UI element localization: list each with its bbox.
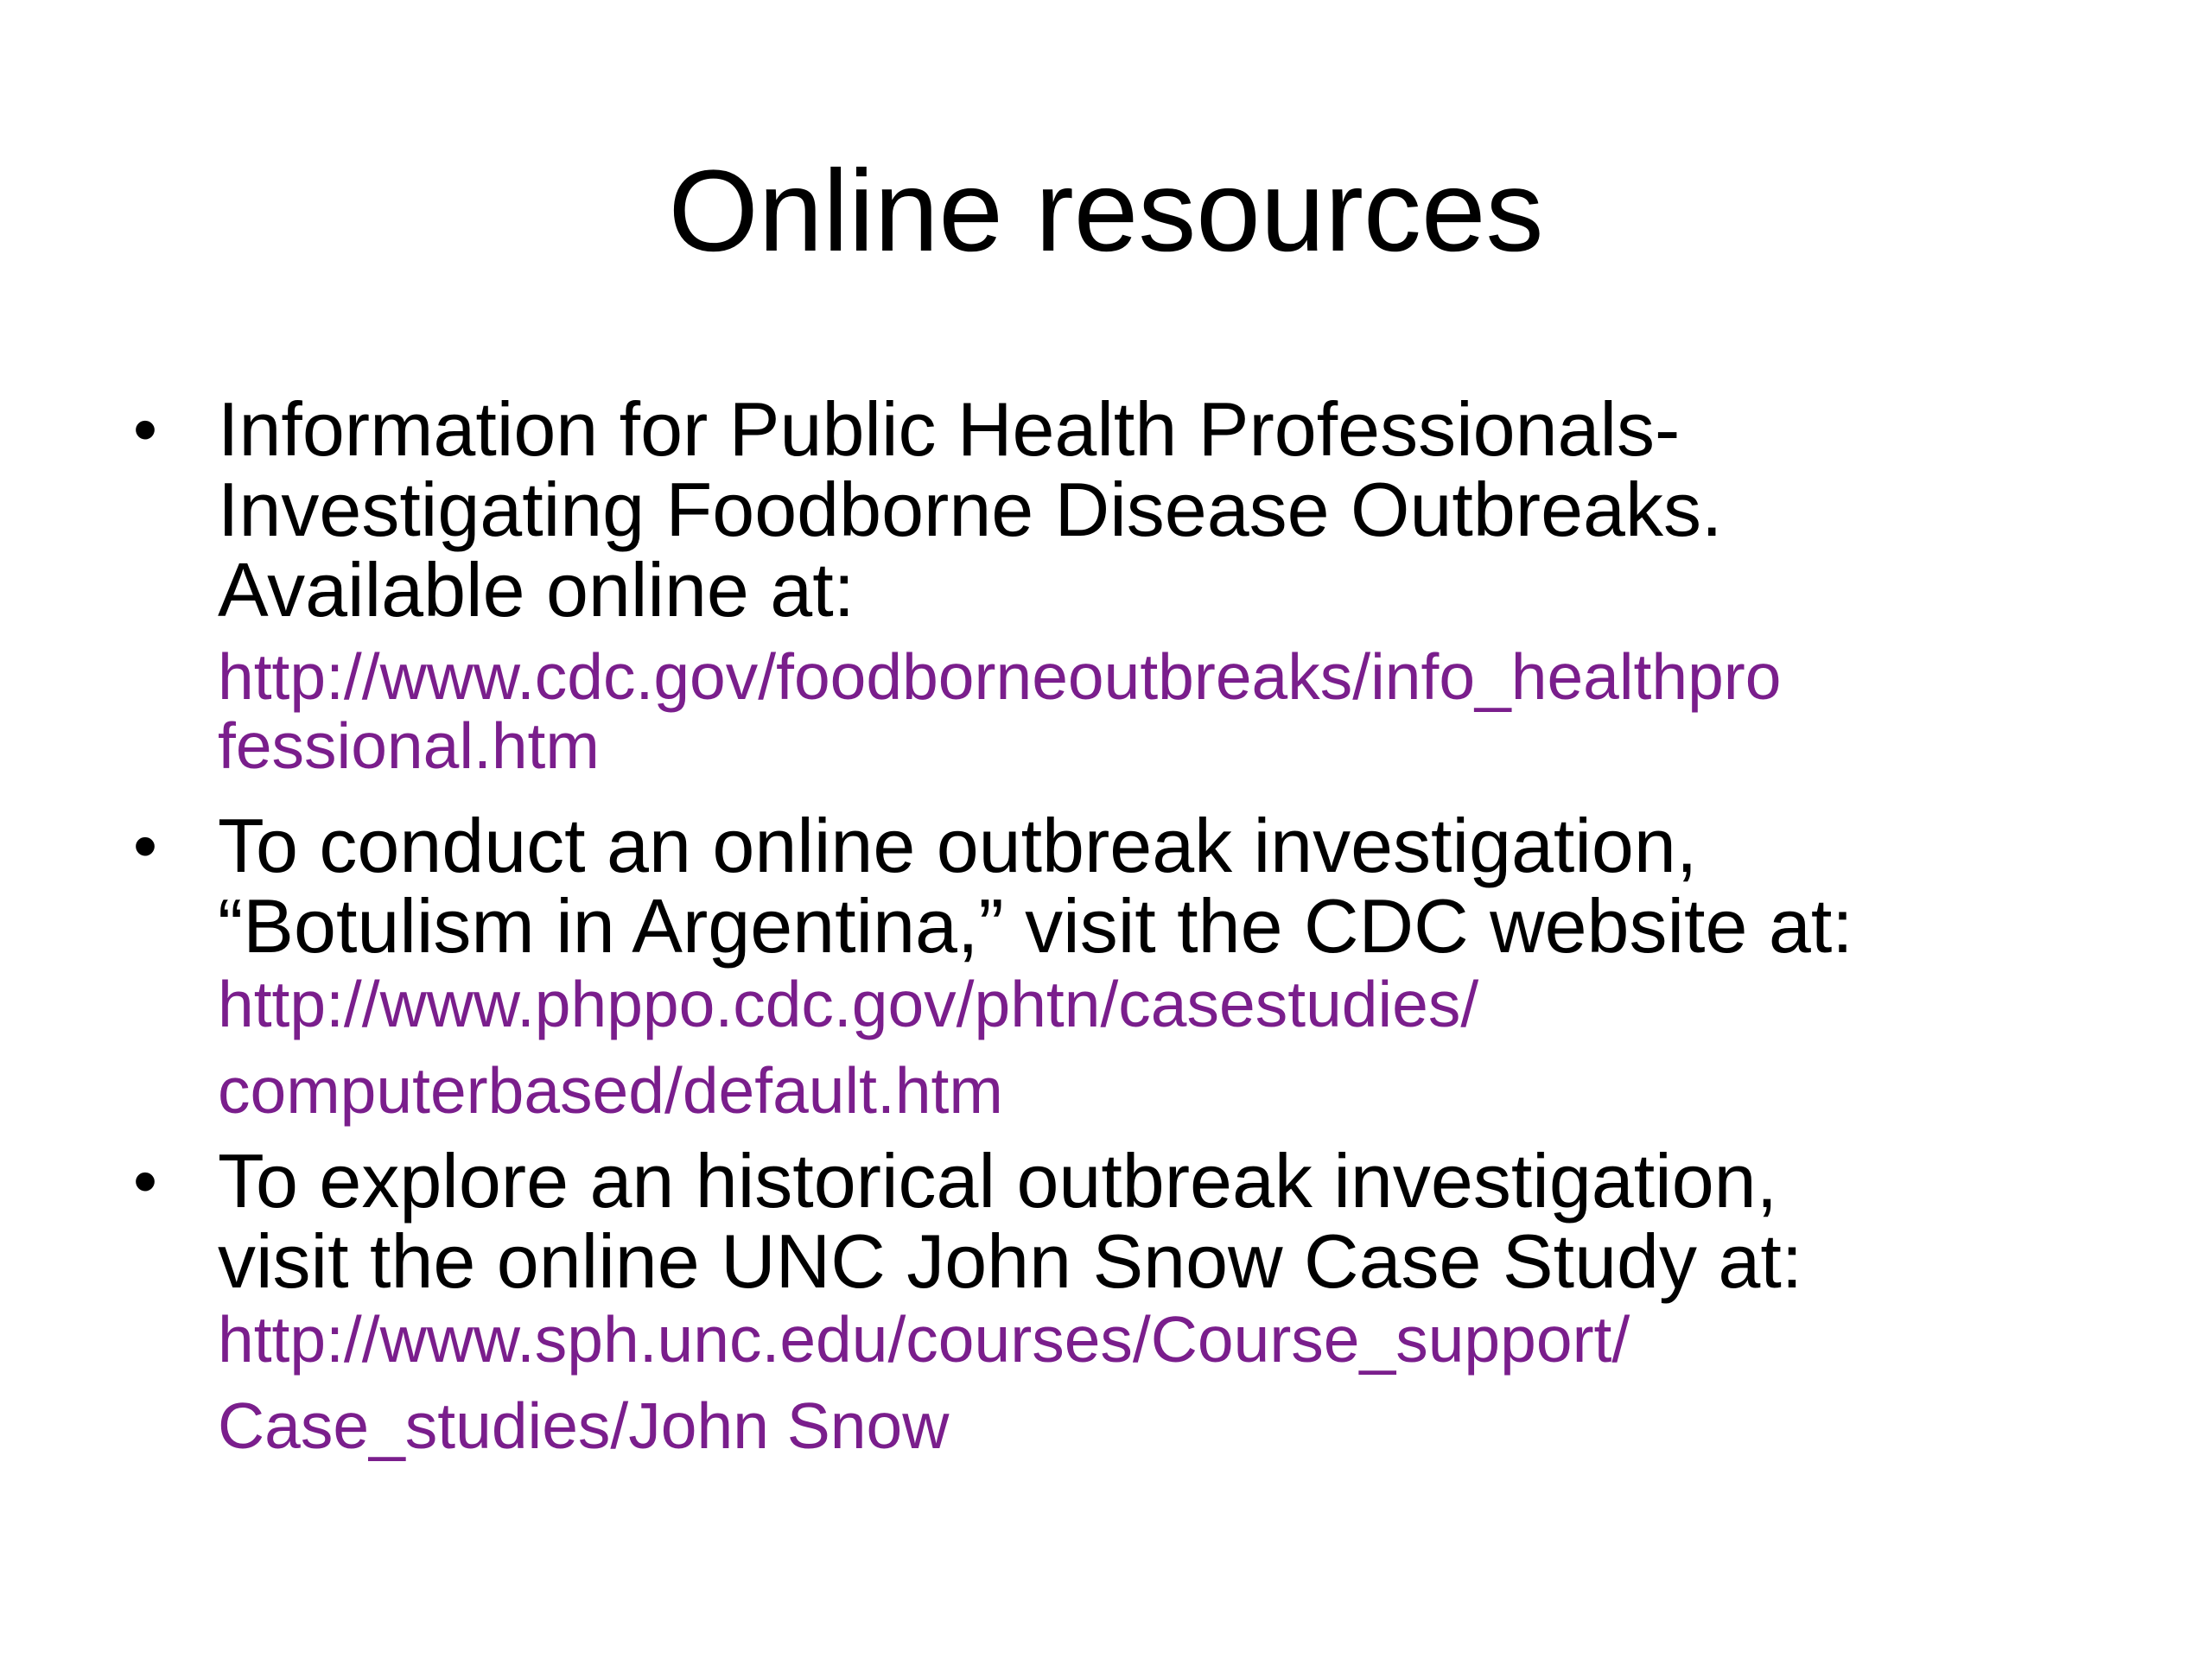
- bullet-text-line: To conduct an online outbreak investigation,: [218, 803, 1698, 888]
- slide-title: Online resources: [668, 147, 1544, 276]
- bullet-text-line: To explore an historical outbreak investigation,: [218, 1138, 1778, 1224]
- bullet-item: [133, 803, 2162, 1134]
- cdc-case-study-link[interactable]: [218, 961, 2162, 1134]
- bullet-text: [218, 386, 2162, 632]
- link-line[interactable]: fessional.htm: [218, 709, 600, 782]
- bullet-text-line: visit the online UNC John Snow Case Study at:: [218, 1218, 1803, 1304]
- cdc-info-link[interactable]: [218, 642, 2162, 780]
- bullet-text: [218, 1138, 2162, 1304]
- bullet-item: [133, 1138, 2162, 1469]
- link-line[interactable]: Case_studies/John Snow: [218, 1389, 950, 1462]
- link-line[interactable]: computerbased/default.htm: [218, 1054, 1003, 1127]
- bullet-text-line: Information for Public Health Professionals-: [218, 386, 1681, 472]
- bullet-dot: •: [133, 391, 158, 467]
- bullet-dot: •: [133, 1142, 158, 1219]
- link-line[interactable]: http://www.phppo.cdc.gov/phtn/casestudies/: [218, 968, 1479, 1040]
- bullet-dot: •: [133, 807, 158, 884]
- unc-john-snow-link[interactable]: [218, 1296, 2162, 1469]
- bullet-text-line: “Botulism in Argentina,” visit the CDC website at:: [218, 883, 1853, 969]
- link-line[interactable]: http://www.cdc.gov/foodborneoutbreaks/info_healthpro: [218, 640, 1782, 713]
- bullet-text-line: Investigating Foodborne Disease Outbreaks.: [218, 467, 1723, 552]
- bullet-text-line: Available online at:: [218, 547, 855, 632]
- bullet-text: [218, 803, 2162, 969]
- bullet-item: [133, 386, 2162, 782]
- link-line[interactable]: http://www.sph.unc.edu/courses/Course_support/: [218, 1303, 1630, 1376]
